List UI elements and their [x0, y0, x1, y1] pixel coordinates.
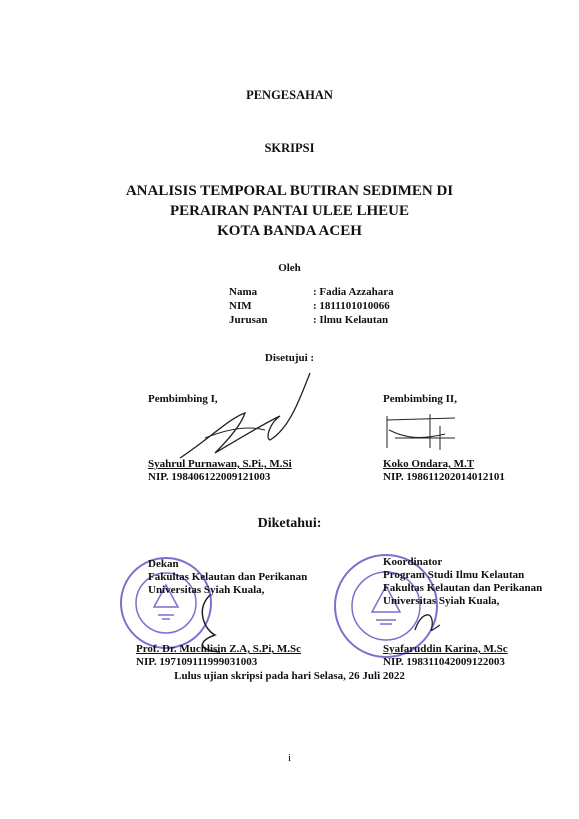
acknowledged-label: Diketahui: [257, 516, 322, 531]
coordinator-signature [410, 605, 450, 640]
thesis-title [0, 181, 579, 241]
document-type: SKRIPSI [264, 141, 315, 155]
supervisor1-nip: NIP. 198406122009121003 [148, 471, 271, 483]
thesis-title-line-1: ANALISIS TEMPORAL BUTIRAN SEDIMEN DI [125, 183, 454, 199]
supervisor2-role: Pembimbing II, [383, 393, 457, 405]
by-label: Oleh [278, 262, 301, 274]
major-value: : Ilmu Kelautan [313, 314, 389, 326]
thesis-title-line-3: KOTA BANDA ACEH [217, 223, 362, 239]
coordinator-university: Universitas Syiah Kuala, [383, 595, 500, 607]
coordinator-name: Syafaruddin Karina, M.Sc [383, 643, 508, 655]
dean-nip: NIP. 197109111999031003 [136, 656, 258, 668]
thesis-title-line-2: PERAIRAN PANTAI ULEE LHEUE [169, 203, 410, 219]
coordinator-nip: NIP. 198311042009122003 [383, 656, 505, 668]
coordinator-title: Koordinator [383, 556, 443, 568]
nim-value: : 1811101010066 [313, 300, 390, 312]
name-value: : Fadia Azzahara [313, 286, 394, 298]
approved-label: Disetujui : [264, 352, 315, 364]
dean-title: Dekan [148, 558, 179, 570]
pass-statement: Lulus ujian skripsi pada hari Selasa, 26 Juli 2022 [174, 670, 405, 682]
name-label: Nama [229, 286, 258, 298]
nim-label: NIM [229, 300, 252, 312]
dean-faculty: Fakultas Kelautan dan Perikanan [148, 571, 308, 583]
major-label: Jurusan [229, 314, 268, 326]
supervisor2-nip: NIP. 198611202014012101 [383, 471, 505, 483]
coordinator-program: Program Studi Ilmu Kelautan [383, 569, 525, 581]
dean-name: Prof. Dr. Muchlisin Z.A, S.Pi, M.Sc [136, 643, 302, 655]
supervisor2-signature [385, 408, 465, 456]
coordinator-faculty: Fakultas Kelautan dan Perikanan [383, 582, 543, 594]
page-number: i [287, 752, 292, 764]
supervisor1-role: Pembimbing I, [148, 393, 218, 405]
dean-university: Universitas Syiah Kuala, [148, 584, 265, 596]
approval-heading: PENGESAHAN [246, 88, 333, 102]
supervisor1-name: Syahrul Purnawan, S.Pi., M.Si [148, 458, 292, 470]
supervisor1-signature [170, 368, 320, 468]
supervisor2-name: Koko Ondara, M.T [383, 458, 475, 470]
